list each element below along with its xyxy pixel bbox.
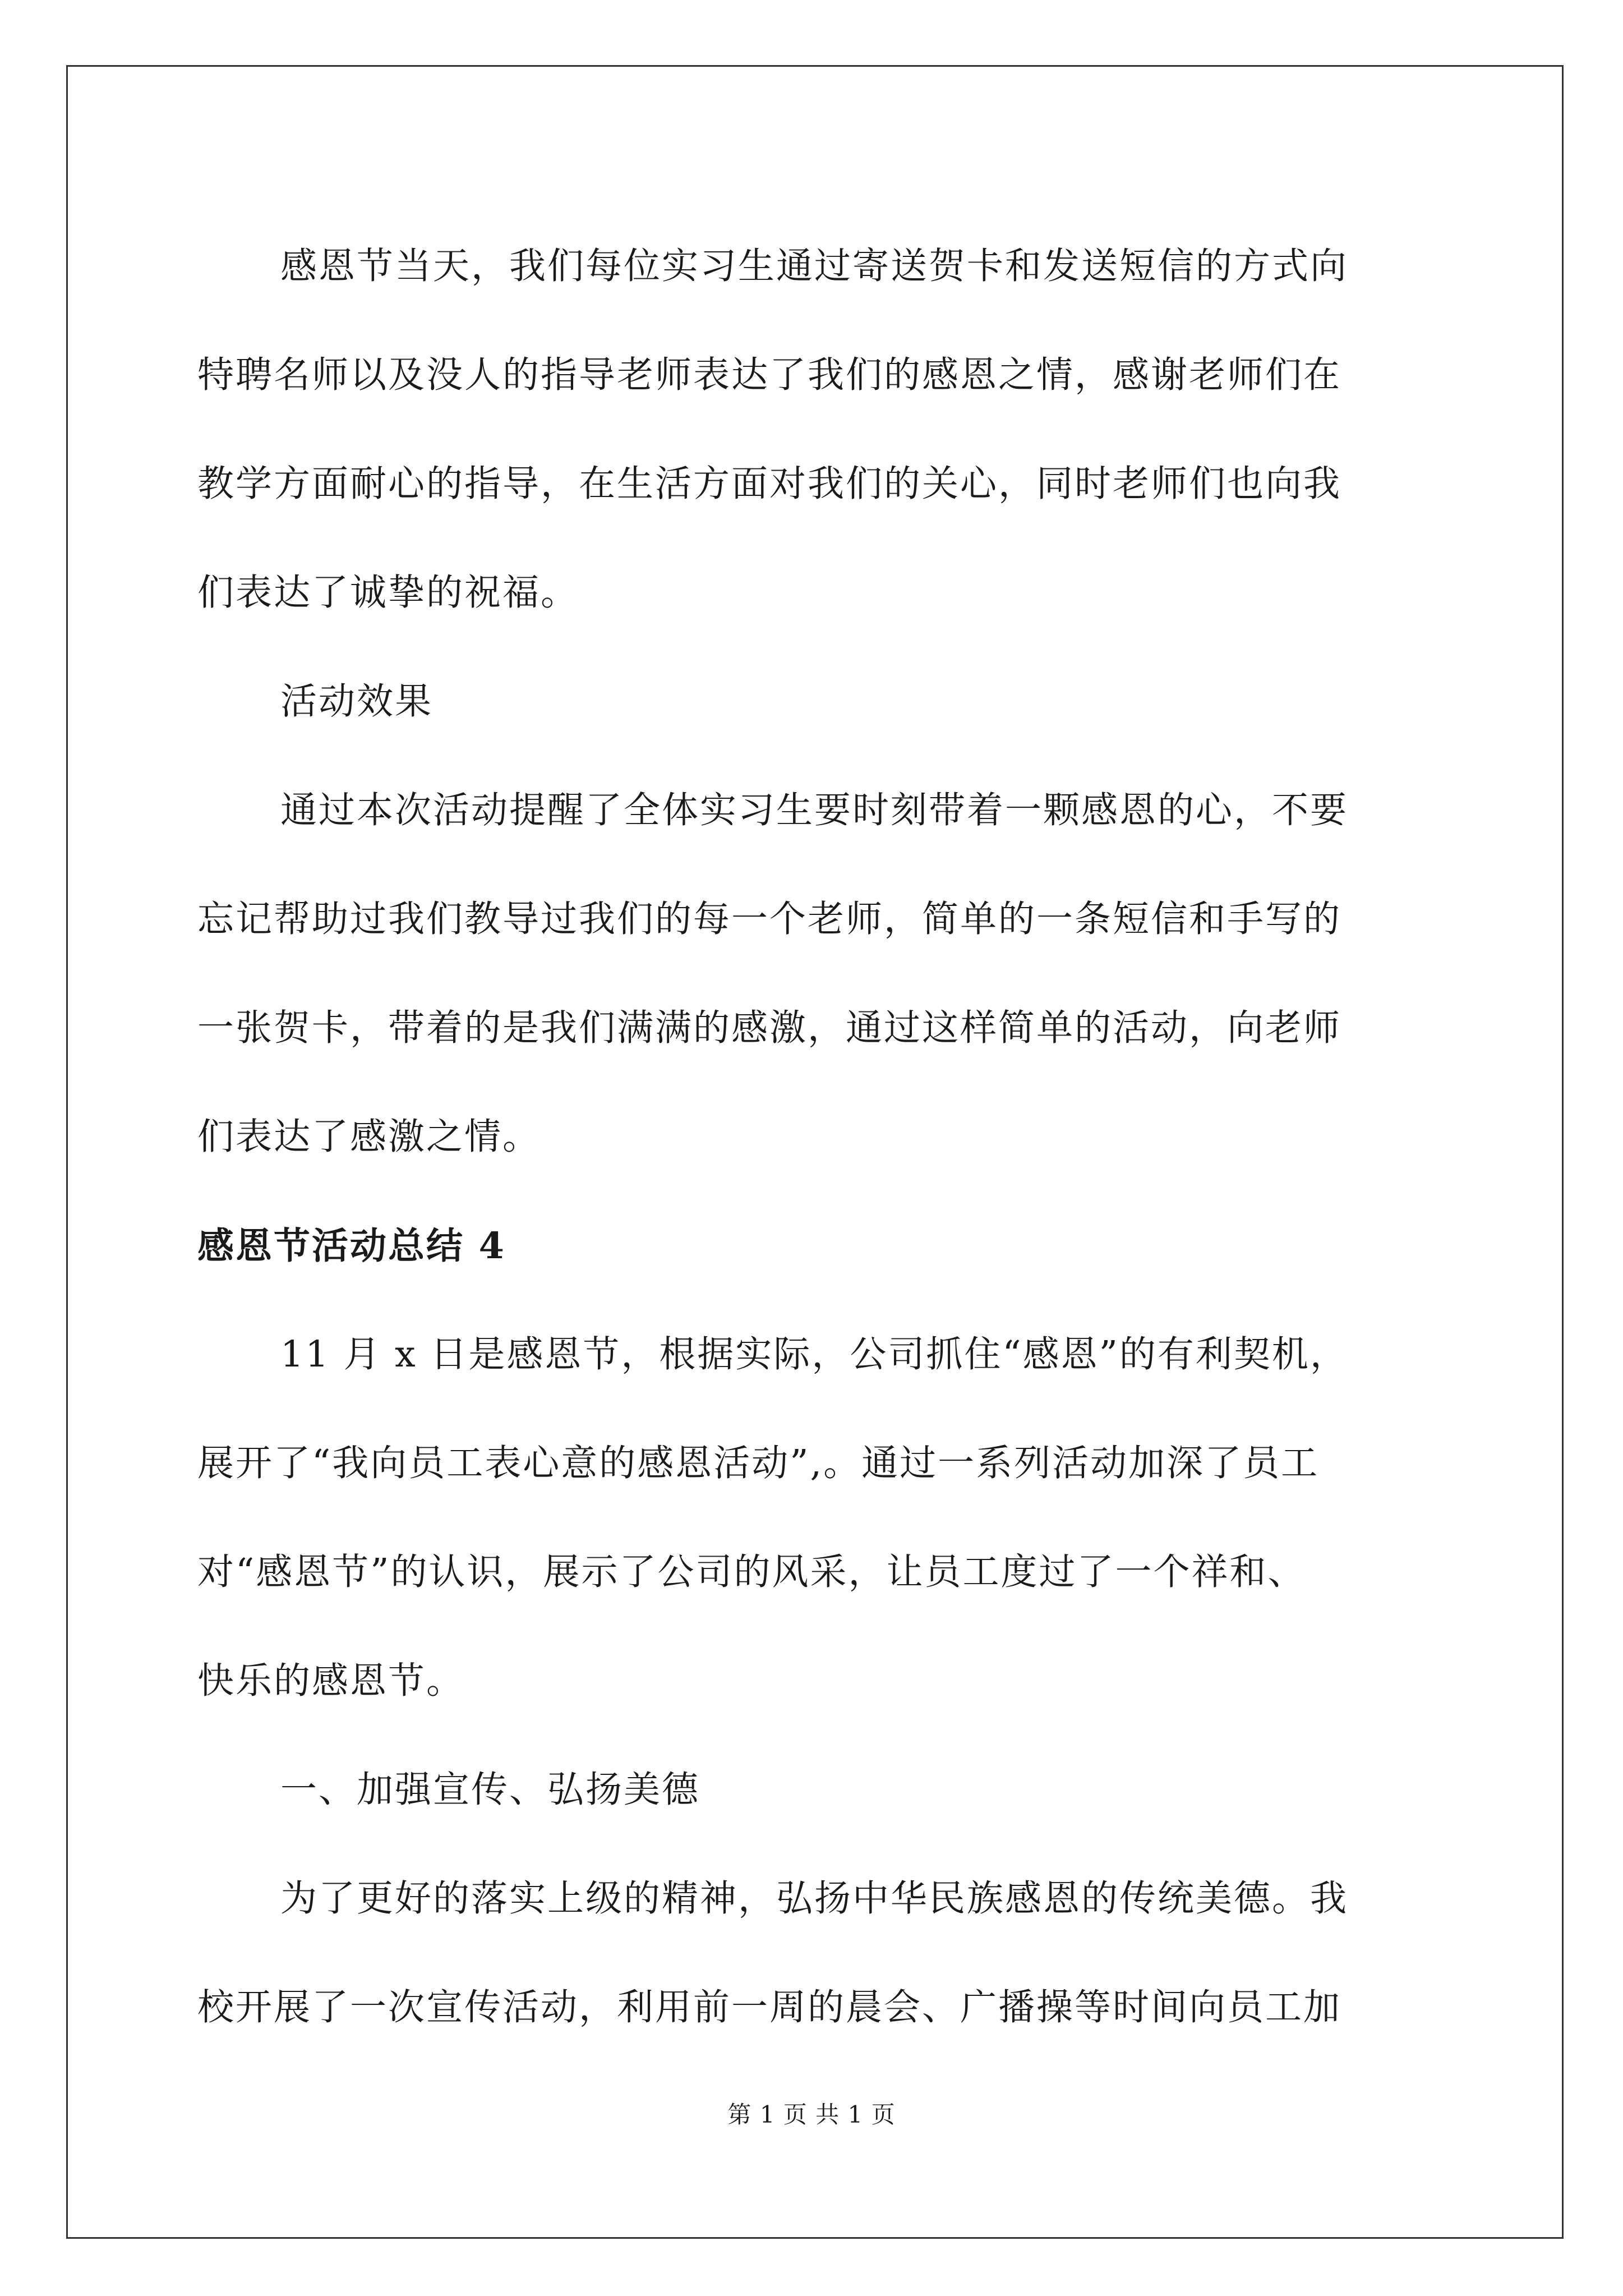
document-body — [197, 212, 1437, 2062]
subheading-promotion — [197, 1736, 1437, 1844]
text-line: 感恩节当天，我们每位实习生通过寄送贺卡和发送短信的方式向 — [280, 245, 1349, 287]
text-line: 一张贺卡，带着的是我们满满的感激，通过这样简单的活动，向老师 — [197, 1007, 1342, 1049]
text-line: 对“感恩节”的认识，展示了公司的风采，让员工度过了一个祥和、 — [197, 1551, 1306, 1593]
text-line: 快乐的感恩节。 — [197, 1660, 465, 1702]
text-line: 为了更好的落实上级的精神，弘扬中华民族感恩的传统美德。我 — [280, 1878, 1349, 1920]
paragraph-november — [197, 1300, 1437, 1736]
paragraph-activity-effect — [197, 756, 1437, 1191]
text-line: 11 月 x 日是感恩节，根据实际，公司抓住“感恩”的有利契机， — [280, 1333, 1348, 1375]
text-line: 通过本次活动提醒了全体实习生要时刻带着一颗感恩的心，不要 — [280, 789, 1349, 831]
text-line: 们表达了感激之情。 — [197, 1116, 541, 1158]
text-line: 展开了“我向员工表心意的感恩活动”,。通过一系列活动加深了员工 — [197, 1442, 1320, 1484]
section-title: 感恩节活动总结 4 — [197, 1225, 506, 1267]
text-line: 们表达了诚挚的祝福。 — [197, 572, 579, 614]
subheading-activity-effect — [197, 647, 1437, 756]
text-line: 特聘名师以及没人的指导老师表达了我们的感恩之情，感谢老师们在 — [197, 354, 1342, 396]
text-line: 忘记帮助过我们教导过我们的每一个老师，简单的一条短信和手写的 — [197, 898, 1342, 940]
text-line: 教学方面耐心的指导，在生活方面对我们的关心，同时老师们也向我 — [197, 463, 1342, 505]
paragraph-promotion — [197, 1844, 1437, 2062]
text-line: 活动效果 — [280, 680, 434, 723]
text-line: 校开展了一次宣传活动，利用前一周的晨会、广播操等时间向员工加 — [197, 1986, 1342, 2028]
page-footer: 第 1 页 共 1 页 — [727, 2101, 896, 2128]
text-line: 一、加强宣传、弘扬美德 — [280, 1769, 700, 1811]
paragraph-thanksgiving-day — [197, 212, 1437, 647]
